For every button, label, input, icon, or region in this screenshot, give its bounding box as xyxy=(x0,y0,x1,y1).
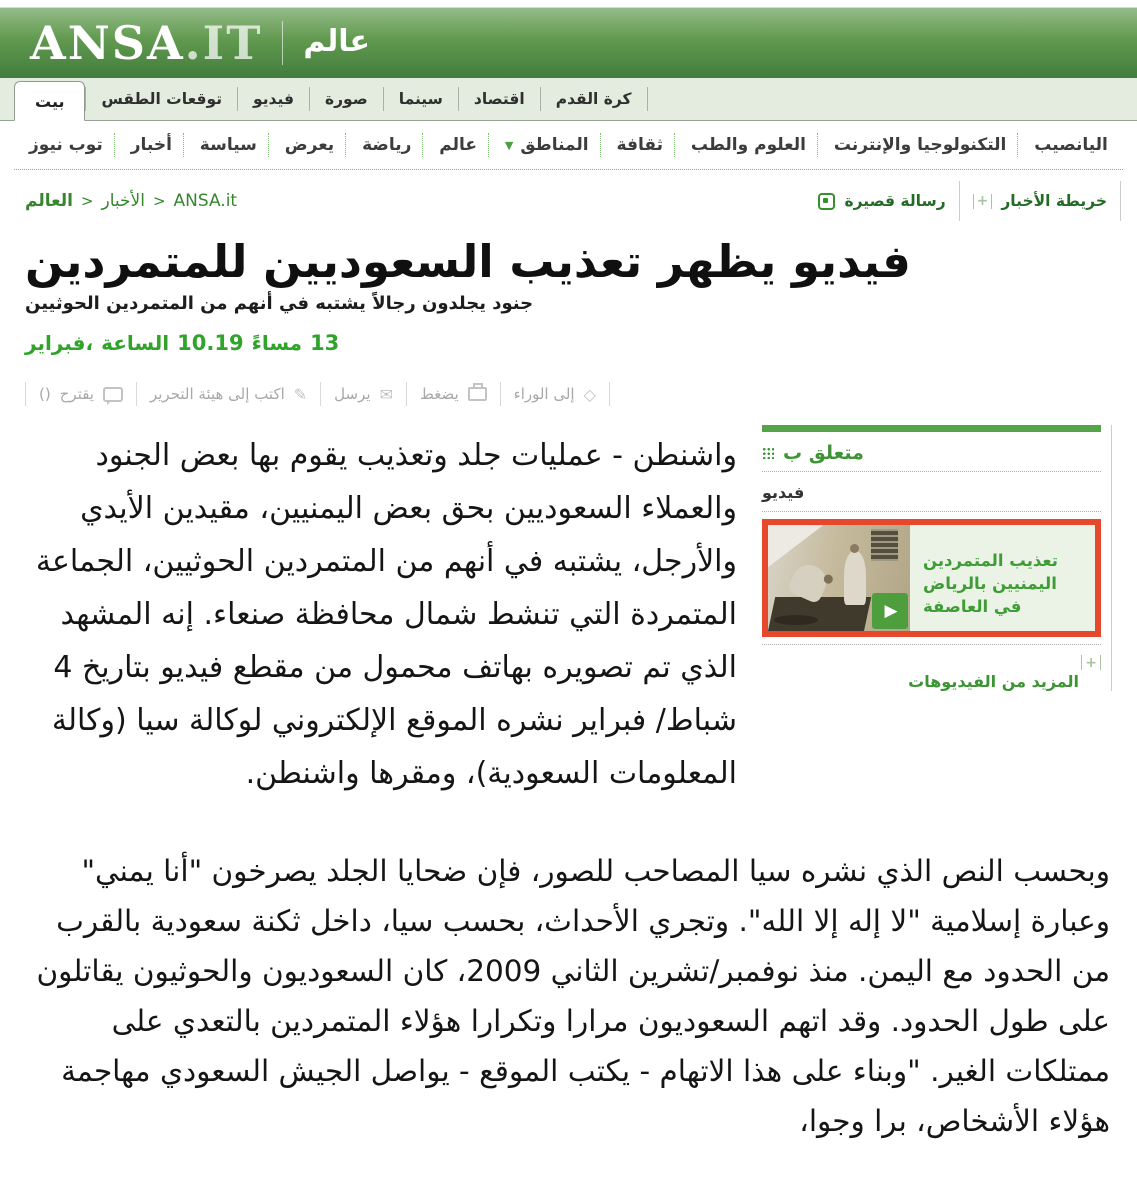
tab-video[interactable]: فيديو xyxy=(237,87,309,111)
page-title: فيديو يظهر تعذيب السعوديين للمتمردين xyxy=(25,235,911,288)
nav-science-medicine[interactable]: العلوم والطب xyxy=(674,133,810,157)
more-videos-icon: + xyxy=(1081,655,1101,670)
nav-sport[interactable]: رياضة xyxy=(345,133,415,157)
sms-link[interactable]: رسالة قصيرة xyxy=(844,192,946,210)
article-paragraph-1: واشنطن - عمليات جلد وتعذيب يقوم بها بعض الجنود والعملاء السعوديين بحق بعض اليمنيين، مقيدين الأيدي والأرجل، يشتبه في أنهم من المتمردين الحوثيين، الجماعة المتمردة التي تنشط شمال محافظة صنعاء. إنه المشهد الذي تم تصويره بهاتف محمول من مقطع فيديو بتاريخ 4 شباط/ فبراير نشره الموقع الإلكتروني لوكالة سيا (وكالة المعلومات السعودية)، ومقرها واشنطن. xyxy=(35,438,737,792)
utility-divider xyxy=(1120,181,1121,221)
tab-economy[interactable]: اقتصاد xyxy=(458,87,540,111)
date-month: فبراير، xyxy=(25,331,94,356)
tab-cinema[interactable]: سينما xyxy=(383,87,458,111)
nav-culture[interactable]: ثقافة xyxy=(600,133,667,157)
write-to-editors-button[interactable] xyxy=(136,382,320,406)
breadcrumb-separator: > xyxy=(152,192,166,210)
logo-divider xyxy=(282,21,283,65)
breadcrumb-current: العالم xyxy=(25,191,73,211)
masthead xyxy=(0,7,1137,78)
breadcrumb-news-link[interactable]: الأخبار xyxy=(101,191,145,211)
section-nav-bar xyxy=(0,121,1137,169)
play-button[interactable] xyxy=(872,593,908,629)
back-arrow-icon: ◇ xyxy=(583,384,596,404)
thumbnail-window-grate xyxy=(871,529,898,561)
send-label: يرسل xyxy=(334,385,371,404)
suggest-button[interactable] xyxy=(25,382,136,406)
primary-tab-bar xyxy=(0,78,1137,121)
nav-top-news[interactable]: توب نيوز xyxy=(29,135,103,155)
suggest-label: يقترح xyxy=(59,385,94,404)
tab-football[interactable]: كرة القدم xyxy=(540,87,647,111)
date-time: 10.19 xyxy=(177,331,244,356)
back-label: إلى الوراء xyxy=(513,385,575,404)
article-body xyxy=(25,425,737,800)
nav-technology-internet[interactable]: التكنولوجيا والإنترنت xyxy=(817,133,1011,157)
more-videos-block xyxy=(762,655,1101,691)
breadcrumb xyxy=(25,191,237,211)
breadcrumb-row xyxy=(0,170,1137,228)
nav-politics[interactable]: سياسة xyxy=(183,133,261,157)
nav-world[interactable]: عالم xyxy=(422,133,481,157)
more-videos-link[interactable]: المزيد من الفيديوهات xyxy=(908,672,1079,692)
nav-regions-label: المناطق xyxy=(520,135,589,155)
utility-divider xyxy=(959,181,960,221)
article-paragraph-2: وبحسب النص الذي نشره سيا المصاحب للصور، فإن ضحايا الجلد يصرخون "أنا يمني" وعبارة إسلامية "لا إله إلا الله". وتجري الأحداث، بحسب سيا، داخل ثكنة سعودية بالقرب من الحدود مع اليمن. منذ نوفمبر/تشرين الثاني 2009، كان السعوديون والحوثيون يقاتلون على طول الحدود. وقد اتهم السعوديون مرارا وتكرارا هؤلاء المتمردين بالتعدي على ممتلكات الغير. "وبناء على هذا الاتهام - يكتب الموقع - يواصل الجيش السعودي مهاجمة هؤلاء الأشخاص، برا وجوا، xyxy=(36,854,1110,1139)
video-thumbnail[interactable] xyxy=(768,525,910,631)
utility-links xyxy=(818,181,1125,221)
logo-ansa-text: ANSA xyxy=(30,16,185,70)
sms-icon xyxy=(818,193,835,210)
nav-regions-dropdown[interactable] xyxy=(488,133,593,157)
related-header xyxy=(762,442,1101,464)
date-meridiem: مساءً xyxy=(251,331,303,356)
write-to-editors-label: اكتب إلى هيئة التحرير xyxy=(149,385,285,404)
sidebar-green-bar xyxy=(762,425,1101,432)
main-content xyxy=(25,425,1112,800)
grid-icon xyxy=(762,447,774,459)
pencil-icon: ✎ xyxy=(293,384,308,404)
sidebar-dotted-rule xyxy=(762,511,1101,512)
date-hour-word: الساعة xyxy=(101,331,170,356)
send-button[interactable] xyxy=(320,382,406,406)
printer-icon xyxy=(468,387,487,401)
breadcrumb-root-link[interactable]: ANSA.it xyxy=(173,191,238,211)
related-sidebar xyxy=(762,425,1112,691)
thumbnail-sky xyxy=(768,525,823,567)
section-title: عالم xyxy=(303,23,370,59)
suggest-count: () xyxy=(39,385,51,404)
article-subtitle: جنود يجلدون رجالاً يشتبه في أنهم من المتمردين الحوثيين xyxy=(25,293,534,315)
related-header-label: متعلق ب xyxy=(783,442,864,465)
play-icon: ▶ xyxy=(884,600,898,621)
back-button[interactable] xyxy=(500,382,610,406)
tab-photo[interactable]: صورة xyxy=(309,87,383,111)
ansa-logo[interactable] xyxy=(30,16,262,70)
news-map-link[interactable]: خريطة الأخبار xyxy=(1001,192,1107,210)
print-button[interactable] xyxy=(406,382,500,406)
nav-lottery[interactable]: اليانصيب xyxy=(1017,133,1112,157)
video-section-label: فيديو xyxy=(762,483,805,503)
video-caption[interactable]: تعذيب المتمردين اليمنيين بالرياض في العاصفة xyxy=(910,525,1095,631)
related-video-item[interactable] xyxy=(762,519,1101,637)
sidebar-dotted-rule xyxy=(762,644,1101,645)
chevron-down-icon: ▼ xyxy=(504,138,514,152)
tab-divider xyxy=(647,87,648,111)
print-label: يضغط xyxy=(419,385,459,404)
logo-it-text: .IT xyxy=(184,16,263,70)
nav-news[interactable]: أخبار xyxy=(114,133,176,157)
news-map-icon: + xyxy=(973,194,993,209)
thumbnail-standing-figure xyxy=(844,551,866,605)
nav-shows[interactable]: يعرض xyxy=(268,133,338,157)
sidebar-dotted-rule xyxy=(762,471,1101,472)
article-dateline xyxy=(25,331,1112,355)
breadcrumb-separator: > xyxy=(80,192,94,210)
date-day: 13 xyxy=(310,331,340,356)
speech-bubble-icon xyxy=(103,387,123,402)
article-toolbar xyxy=(25,379,610,409)
tab-home[interactable]: بيت xyxy=(14,81,85,121)
envelope-icon: ✉ xyxy=(379,384,393,404)
tab-weather[interactable]: توقعات الطقس xyxy=(85,87,237,111)
